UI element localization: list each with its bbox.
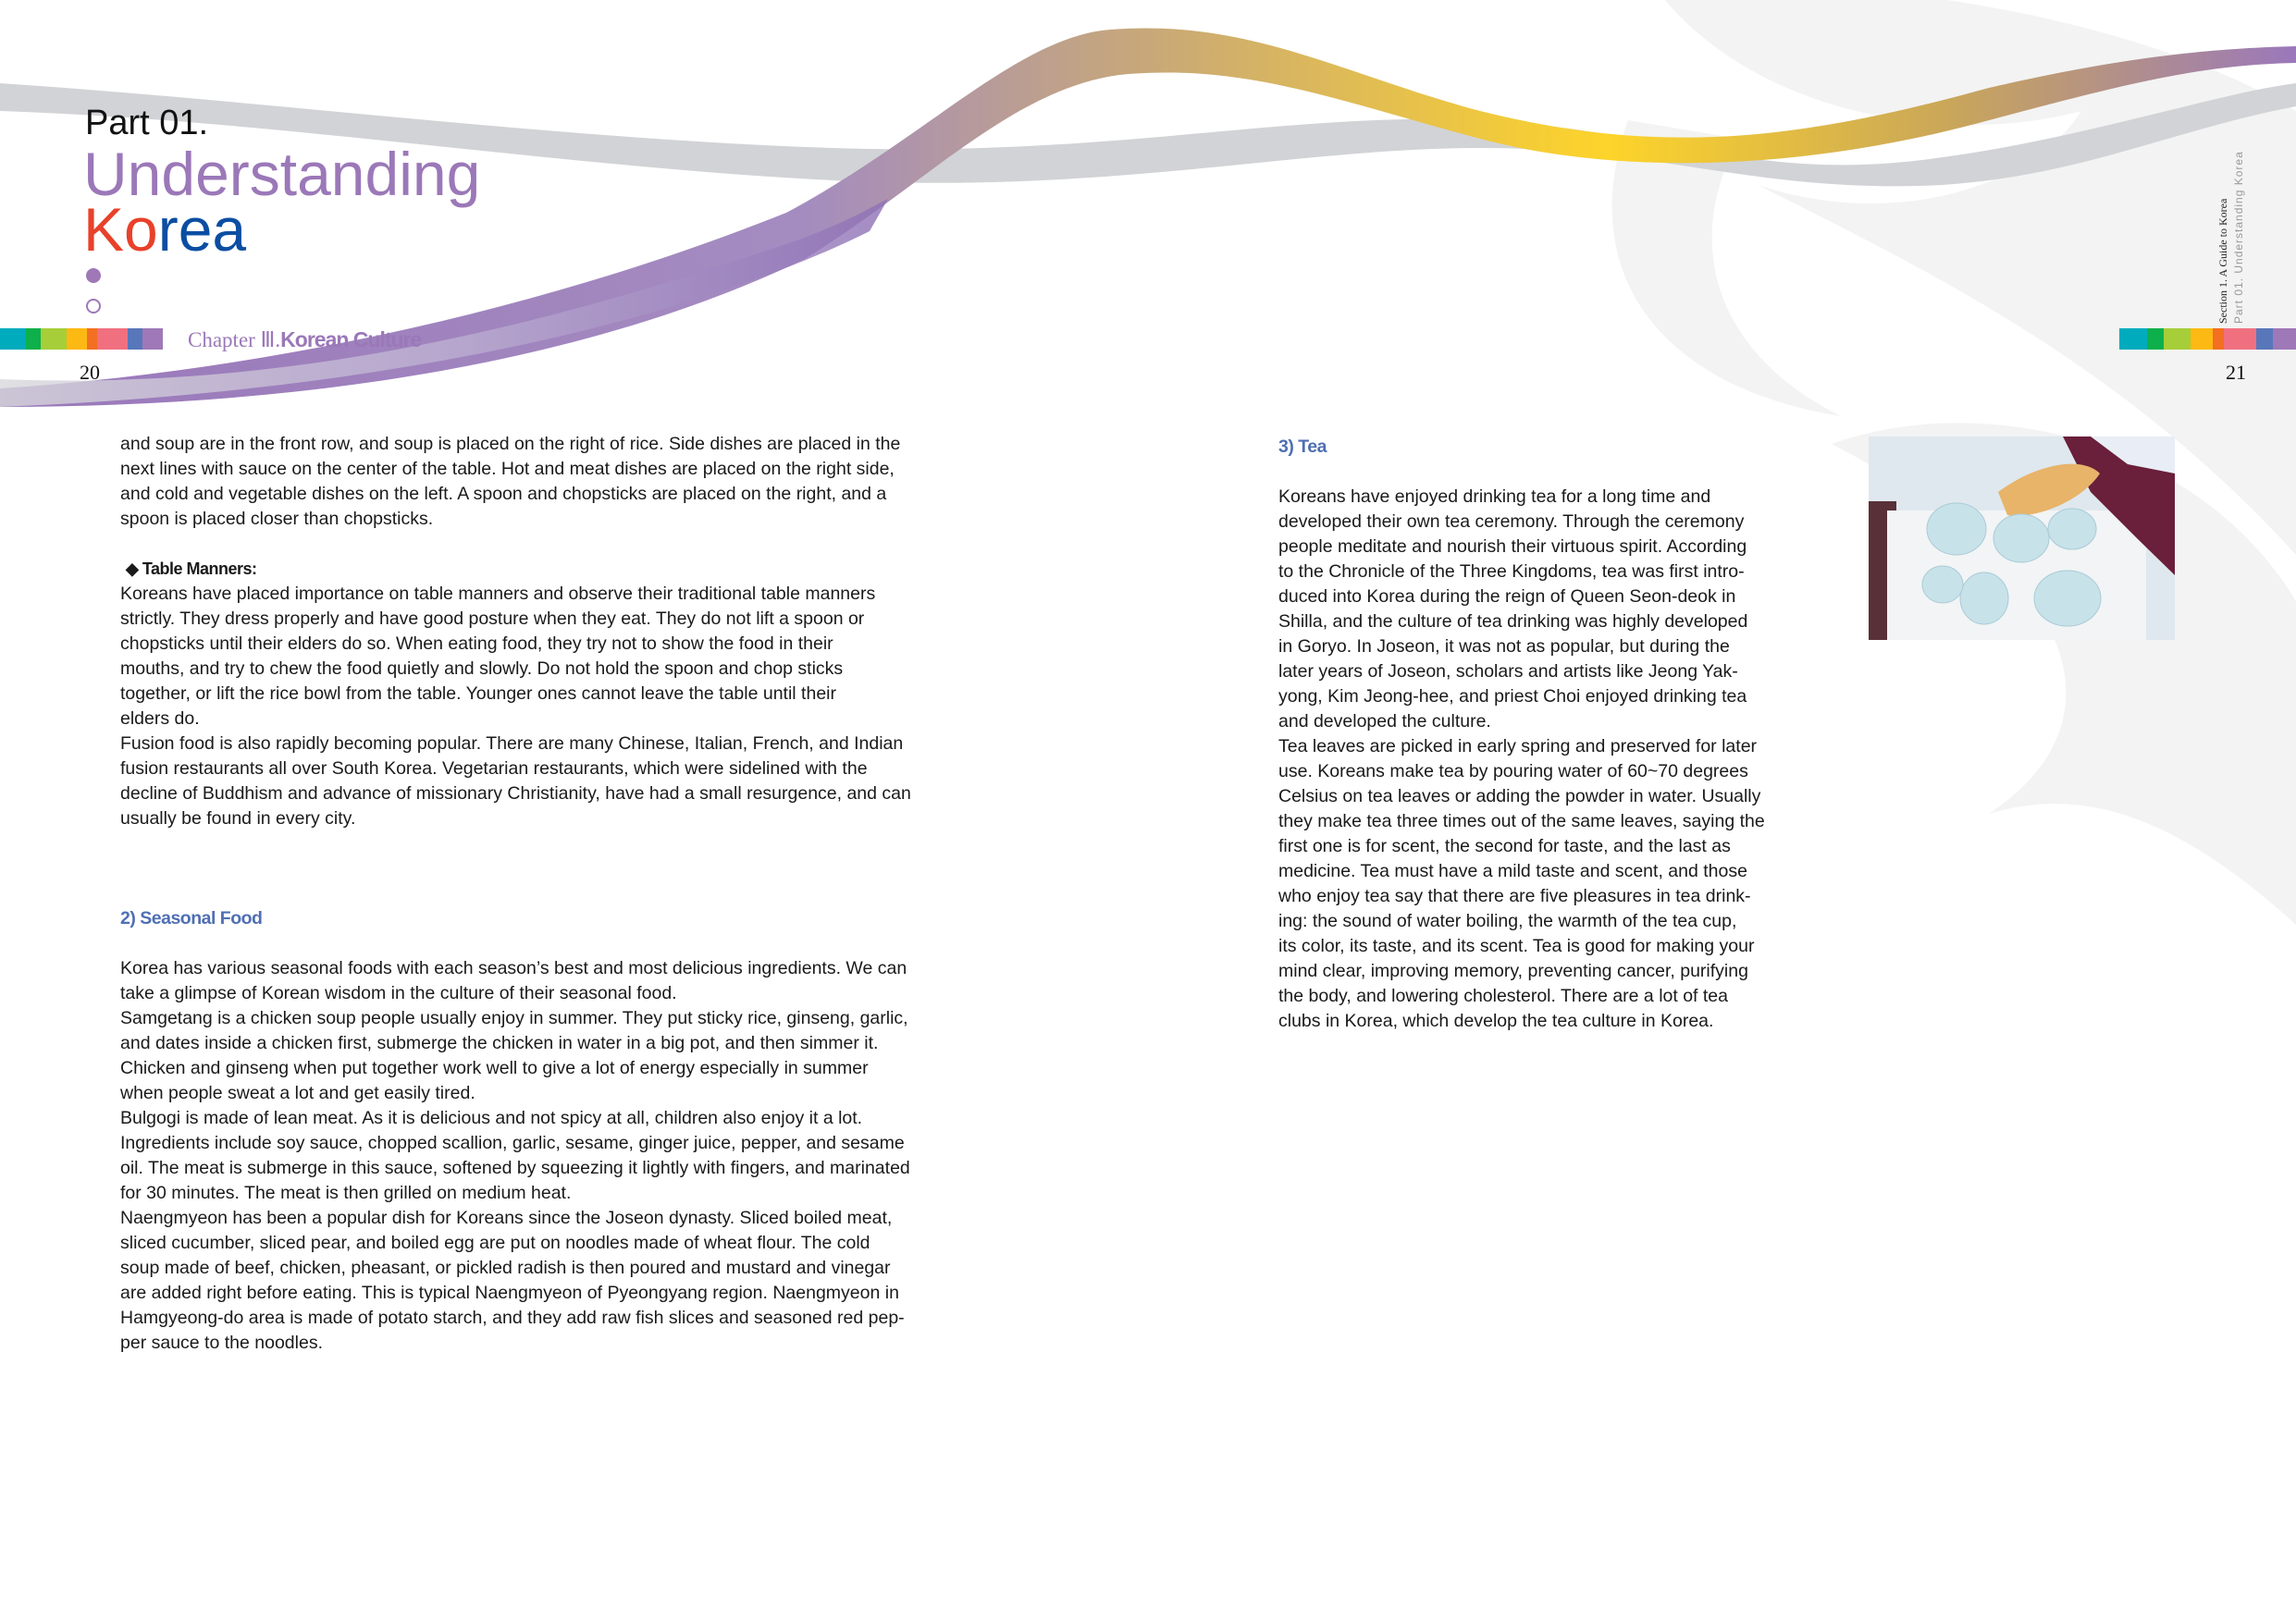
color-bar-right (2119, 328, 2296, 350)
text-line: elders do. (120, 708, 200, 729)
tea-paragraph (1278, 485, 1765, 1034)
text-line: use. Koreans make tea by pouring water of 60~70 degrees (1278, 761, 1748, 781)
text-line: when people sweat a lot and get easily tired. (120, 1083, 475, 1103)
running-header (2216, 120, 2253, 324)
text-line: yong, Kim Jeong-hee, and priest Choi enjoyed drinking tea (1278, 686, 1747, 707)
text-line: they make tea three times out of the same leaves, saying the (1278, 811, 1765, 831)
text-line: next lines with sauce on the center of the table. Hot and meat dishes are placed on the right side, (120, 459, 895, 479)
color-bar-left (0, 328, 176, 350)
text-line: per sauce to the noodles. (120, 1333, 323, 1353)
text-line: to the Chronicle of the Three Kingdoms, tea was first intro- (1278, 561, 1745, 582)
text-line: Bulgogi is made of lean meat. As it is delicious and not spicy at all, children also enjoy it a lot. (120, 1108, 863, 1128)
seasonal-food-paragraph (120, 956, 911, 1356)
seasonal-food-heading: 2) Seasonal Food (120, 908, 263, 928)
page-number-right: 21 (2226, 361, 2246, 384)
text-line: who enjoy tea say that there are five pleasures in tea drink- (1278, 886, 1751, 906)
text-line: together, or lift the rice bowl from the table. Younger ones cannot leave the table until their (120, 683, 836, 704)
text-line: clubs in Korea, which develop the tea culture in Korea. (1278, 1011, 1714, 1031)
tea-ceremony-photo (1869, 436, 2175, 640)
text-line: usually be found in every city. (120, 808, 356, 829)
text-line: Korea has various seasonal foods with each season’s best and most delicious ingredients. We can (120, 958, 907, 978)
text-line: Ingredients include soy sauce, chopped scallion, garlic, sesame, ginger juice, pepper, and sesame (120, 1133, 905, 1153)
left-column (120, 432, 911, 1356)
text-line: and developed the culture. (1278, 711, 1491, 732)
title-understanding: Understanding (83, 140, 481, 208)
text-line: Naengmyeon has been a popular dish for Koreans since the Joseon dynasty. Sliced boiled meat, (120, 1208, 893, 1228)
text-line: and dates inside a chicken first, submerge the chicken in water in a big pot, and then simmer it. (120, 1033, 879, 1053)
text-line: medicine. Tea must have a mild taste and scent, and those (1278, 861, 1747, 881)
text-line: Shilla, and the culture of tea drinking was highly developed (1278, 611, 1748, 632)
text-line: Chicken and ginseng when put together work well to give a lot of energy especially in summer (120, 1058, 869, 1078)
hollow-dot-icon (86, 299, 101, 314)
text-line: Koreans have enjoyed drinking tea for a long time and (1278, 486, 1711, 507)
filled-dot-icon (86, 268, 101, 283)
chapter-title: Korean Culture (280, 327, 422, 351)
title-korea (83, 194, 246, 264)
part-label: Part 01. (85, 104, 209, 142)
text-line: for 30 minutes. The meat is then grilled on medium heat. (120, 1183, 572, 1203)
text-line: fusion restaurants all over South Korea. Vegetarian restaurants, which were sidelined with the (120, 758, 868, 779)
text-line: strictly. They dress properly and have good posture when they eat. They do not lift a spoon or (120, 609, 865, 629)
text-line: Hamgyeong-do area is made of potato starch, and they add raw fish slices and seasoned red pep- (120, 1308, 905, 1328)
page-number-left: 20 (80, 361, 100, 384)
text-line: Fusion food is also rapidly becoming popular. There are many Chinese, Italian, French, and Indian (120, 733, 904, 754)
title-korea-blue: rea (157, 195, 247, 264)
text-line: people meditate and nourish their virtuous spirit. According (1278, 536, 1747, 557)
tea-heading: 3) Tea (1278, 436, 1327, 457)
text-line: Tea leaves are picked in early spring and preserved for later (1278, 736, 1758, 756)
text-line: are added right before eating. This is typical Naengmyeon of Pyeongyang region. Naengmyeon in (120, 1283, 899, 1303)
text-line: ing: the sound of water boiling, the warmth of the tea cup, (1278, 911, 1737, 931)
text-line: its color, its taste, and its scent. Tea is good for making your (1278, 936, 1755, 956)
text-line: oil. The meat is submerge in this sauce, softened by squeezing it lightly with fingers, and marinated (120, 1158, 910, 1178)
text-line: developed their own tea ceremony. Through the ceremony (1278, 511, 1745, 532)
text-line: mouths, and try to chew the food quietly and slowly. Do not hold the spoon and chop sticks (120, 658, 844, 679)
text-line: first one is for scent, the second for taste, and the last as (1278, 836, 1731, 856)
running-section: Section 1. A Guide to Korea (2216, 198, 2229, 324)
text-line: spoon is placed closer than chopsticks. (120, 509, 434, 529)
text-line: soup made of beef, chicken, pheasant, or pickled radish is then poured and mustard and vinegar (120, 1258, 891, 1278)
text-line: and cold and vegetable dishes on the left. A spoon and chopsticks are placed on the right, and a (120, 484, 887, 504)
text-line: later years of Joseon, scholars and artists like Jeong Yak- (1278, 661, 1738, 682)
text-line: take a glimpse of Korean wisdom in the culture of their seasonal food. (120, 983, 677, 1003)
table-manners-paragraph (120, 582, 911, 831)
text-line: decline of Buddhism and advance of missionary Christianity, have had a small resurgence, and can (120, 783, 911, 804)
title-korea-red: Ko (83, 195, 158, 264)
text-line: Celsius on tea leaves or adding the powder in water. Usually (1278, 786, 1761, 806)
running-part: Part 01. Understanding Korea (2232, 151, 2245, 324)
text-line: and soup are in the front row, and soup is placed on the right of rice. Side dishes are placed in the (120, 434, 901, 454)
text-line: Koreans have placed importance on table manners and observe their traditional table manners (120, 584, 876, 604)
chapter-prefix: Chapter Ⅲ. (188, 328, 281, 351)
text-line: the body, and lowering cholesterol. There are a lot of tea (1278, 986, 1728, 1006)
text-line: duced into Korea during the reign of Queen Seon-deok in (1278, 586, 1736, 607)
chapter-heading (188, 327, 421, 352)
text-line: chopsticks until their elders do so. When eating food, they try not to show the food in their (120, 633, 833, 654)
intro-paragraph (120, 432, 911, 532)
right-column (1278, 435, 1765, 1034)
text-line: mind clear, improving memory, preventing cancer, purifying (1278, 961, 1748, 981)
table-manners-heading: ◆ Table Manners: (126, 559, 257, 578)
text-line: in Goryo. In Joseon, it was not as popular, but during the (1278, 636, 1730, 657)
text-line: sliced cucumber, sliced pear, and boiled egg are put on noodles made of wheat flour. The cold (120, 1233, 870, 1253)
text-line: Samgetang is a chicken soup people usually enjoy in summer. They put sticky rice, ginseng, garlic, (120, 1008, 908, 1028)
